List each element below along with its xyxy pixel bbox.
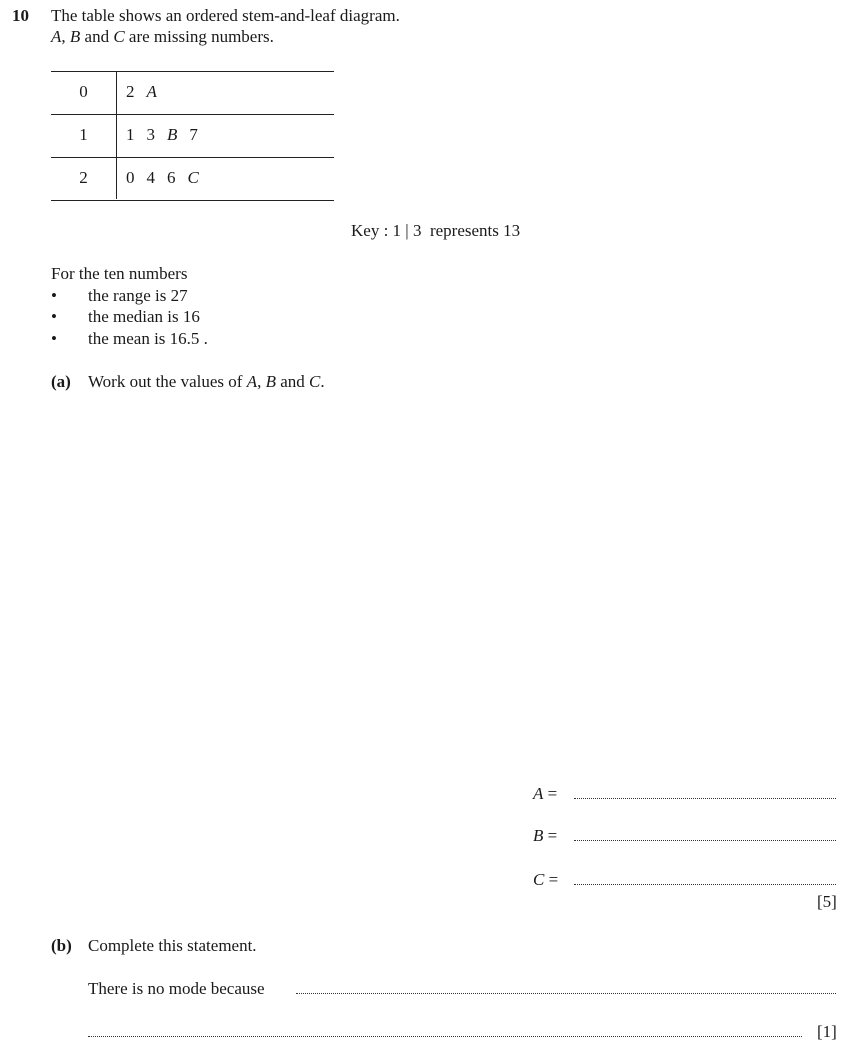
table-row <box>51 72 334 115</box>
text-fragment: and <box>80 27 114 46</box>
answer-c-field[interactable] <box>574 884 836 885</box>
part-b-statement: There is no mode because <box>88 979 265 998</box>
answer-a-field[interactable] <box>574 798 836 799</box>
var-b: B <box>533 826 544 845</box>
fact-item: the mean is 16.5 . <box>88 329 208 348</box>
text-fragment: are missing numbers. <box>124 27 274 46</box>
answer-a-label <box>533 784 557 804</box>
leaf-cell <box>126 125 210 145</box>
table-row <box>51 158 334 201</box>
answer-b-field[interactable] <box>574 840 836 841</box>
leaf: 4 <box>146 168 155 187</box>
bullet-icon: • <box>51 286 57 305</box>
leaf: 1 <box>126 125 135 144</box>
part-b-label: (b) <box>51 936 72 955</box>
text-fragment: and <box>275 372 310 391</box>
var-b: B <box>69 27 81 46</box>
fact-item: the median is 16 <box>88 307 200 326</box>
part-b-answer-field-continued[interactable] <box>88 1036 802 1037</box>
stem-cell: 2 <box>79 168 88 187</box>
var-b: B <box>265 372 276 391</box>
text-fragment: . <box>320 372 325 391</box>
text-fragment: Work out the values of <box>88 372 247 391</box>
stem-cell: 0 <box>79 82 88 101</box>
text-fragment: , <box>61 27 70 46</box>
part-a-instruction <box>88 372 325 392</box>
fact-item: the range is 27 <box>88 286 188 305</box>
leaf-missing-b: B <box>167 125 178 144</box>
leaf: 3 <box>146 125 155 144</box>
table-row <box>51 115 334 158</box>
leaf-cell <box>126 82 169 102</box>
part-b-answer-field[interactable] <box>296 993 836 994</box>
equals-sign: = <box>547 784 558 803</box>
part-b-marks: [1] <box>817 1022 837 1041</box>
var-a: A <box>51 27 62 46</box>
leaf: 7 <box>189 125 198 144</box>
leaf-missing-a: A <box>146 82 157 101</box>
text-fragment: , <box>257 372 266 391</box>
answer-b-label <box>533 826 557 846</box>
stem-cell: 1 <box>79 125 88 144</box>
part-a-label: (a) <box>51 372 71 391</box>
leaf-missing-c: C <box>187 168 199 187</box>
var-a: A <box>533 784 544 803</box>
bullet-icon: • <box>51 307 57 326</box>
equals-sign: = <box>548 870 559 889</box>
stem-and-leaf-table <box>51 71 334 201</box>
var-c: C <box>533 870 545 889</box>
question-intro-line2 <box>51 27 274 47</box>
diagram-key: Key : 1 | 3 represents 13 <box>351 221 521 240</box>
leaf: 2 <box>126 82 135 101</box>
part-b-instruction: Complete this statement. <box>88 936 257 955</box>
answer-c-label <box>533 870 558 890</box>
bullet-icon: • <box>51 329 57 348</box>
var-c: C <box>309 372 321 391</box>
leaf: 0 <box>126 168 135 187</box>
facts-heading: For the ten numbers <box>51 264 188 283</box>
question-number: 10 <box>12 6 29 25</box>
leaf: 6 <box>167 168 176 187</box>
question-intro-line1: The table shows an ordered stem-and-leaf diagram. <box>51 6 400 25</box>
var-c: C <box>113 27 125 46</box>
var-a: A <box>246 372 258 391</box>
part-a-marks: [5] <box>817 892 837 911</box>
leaf-cell <box>126 168 211 188</box>
equals-sign: = <box>547 826 558 845</box>
